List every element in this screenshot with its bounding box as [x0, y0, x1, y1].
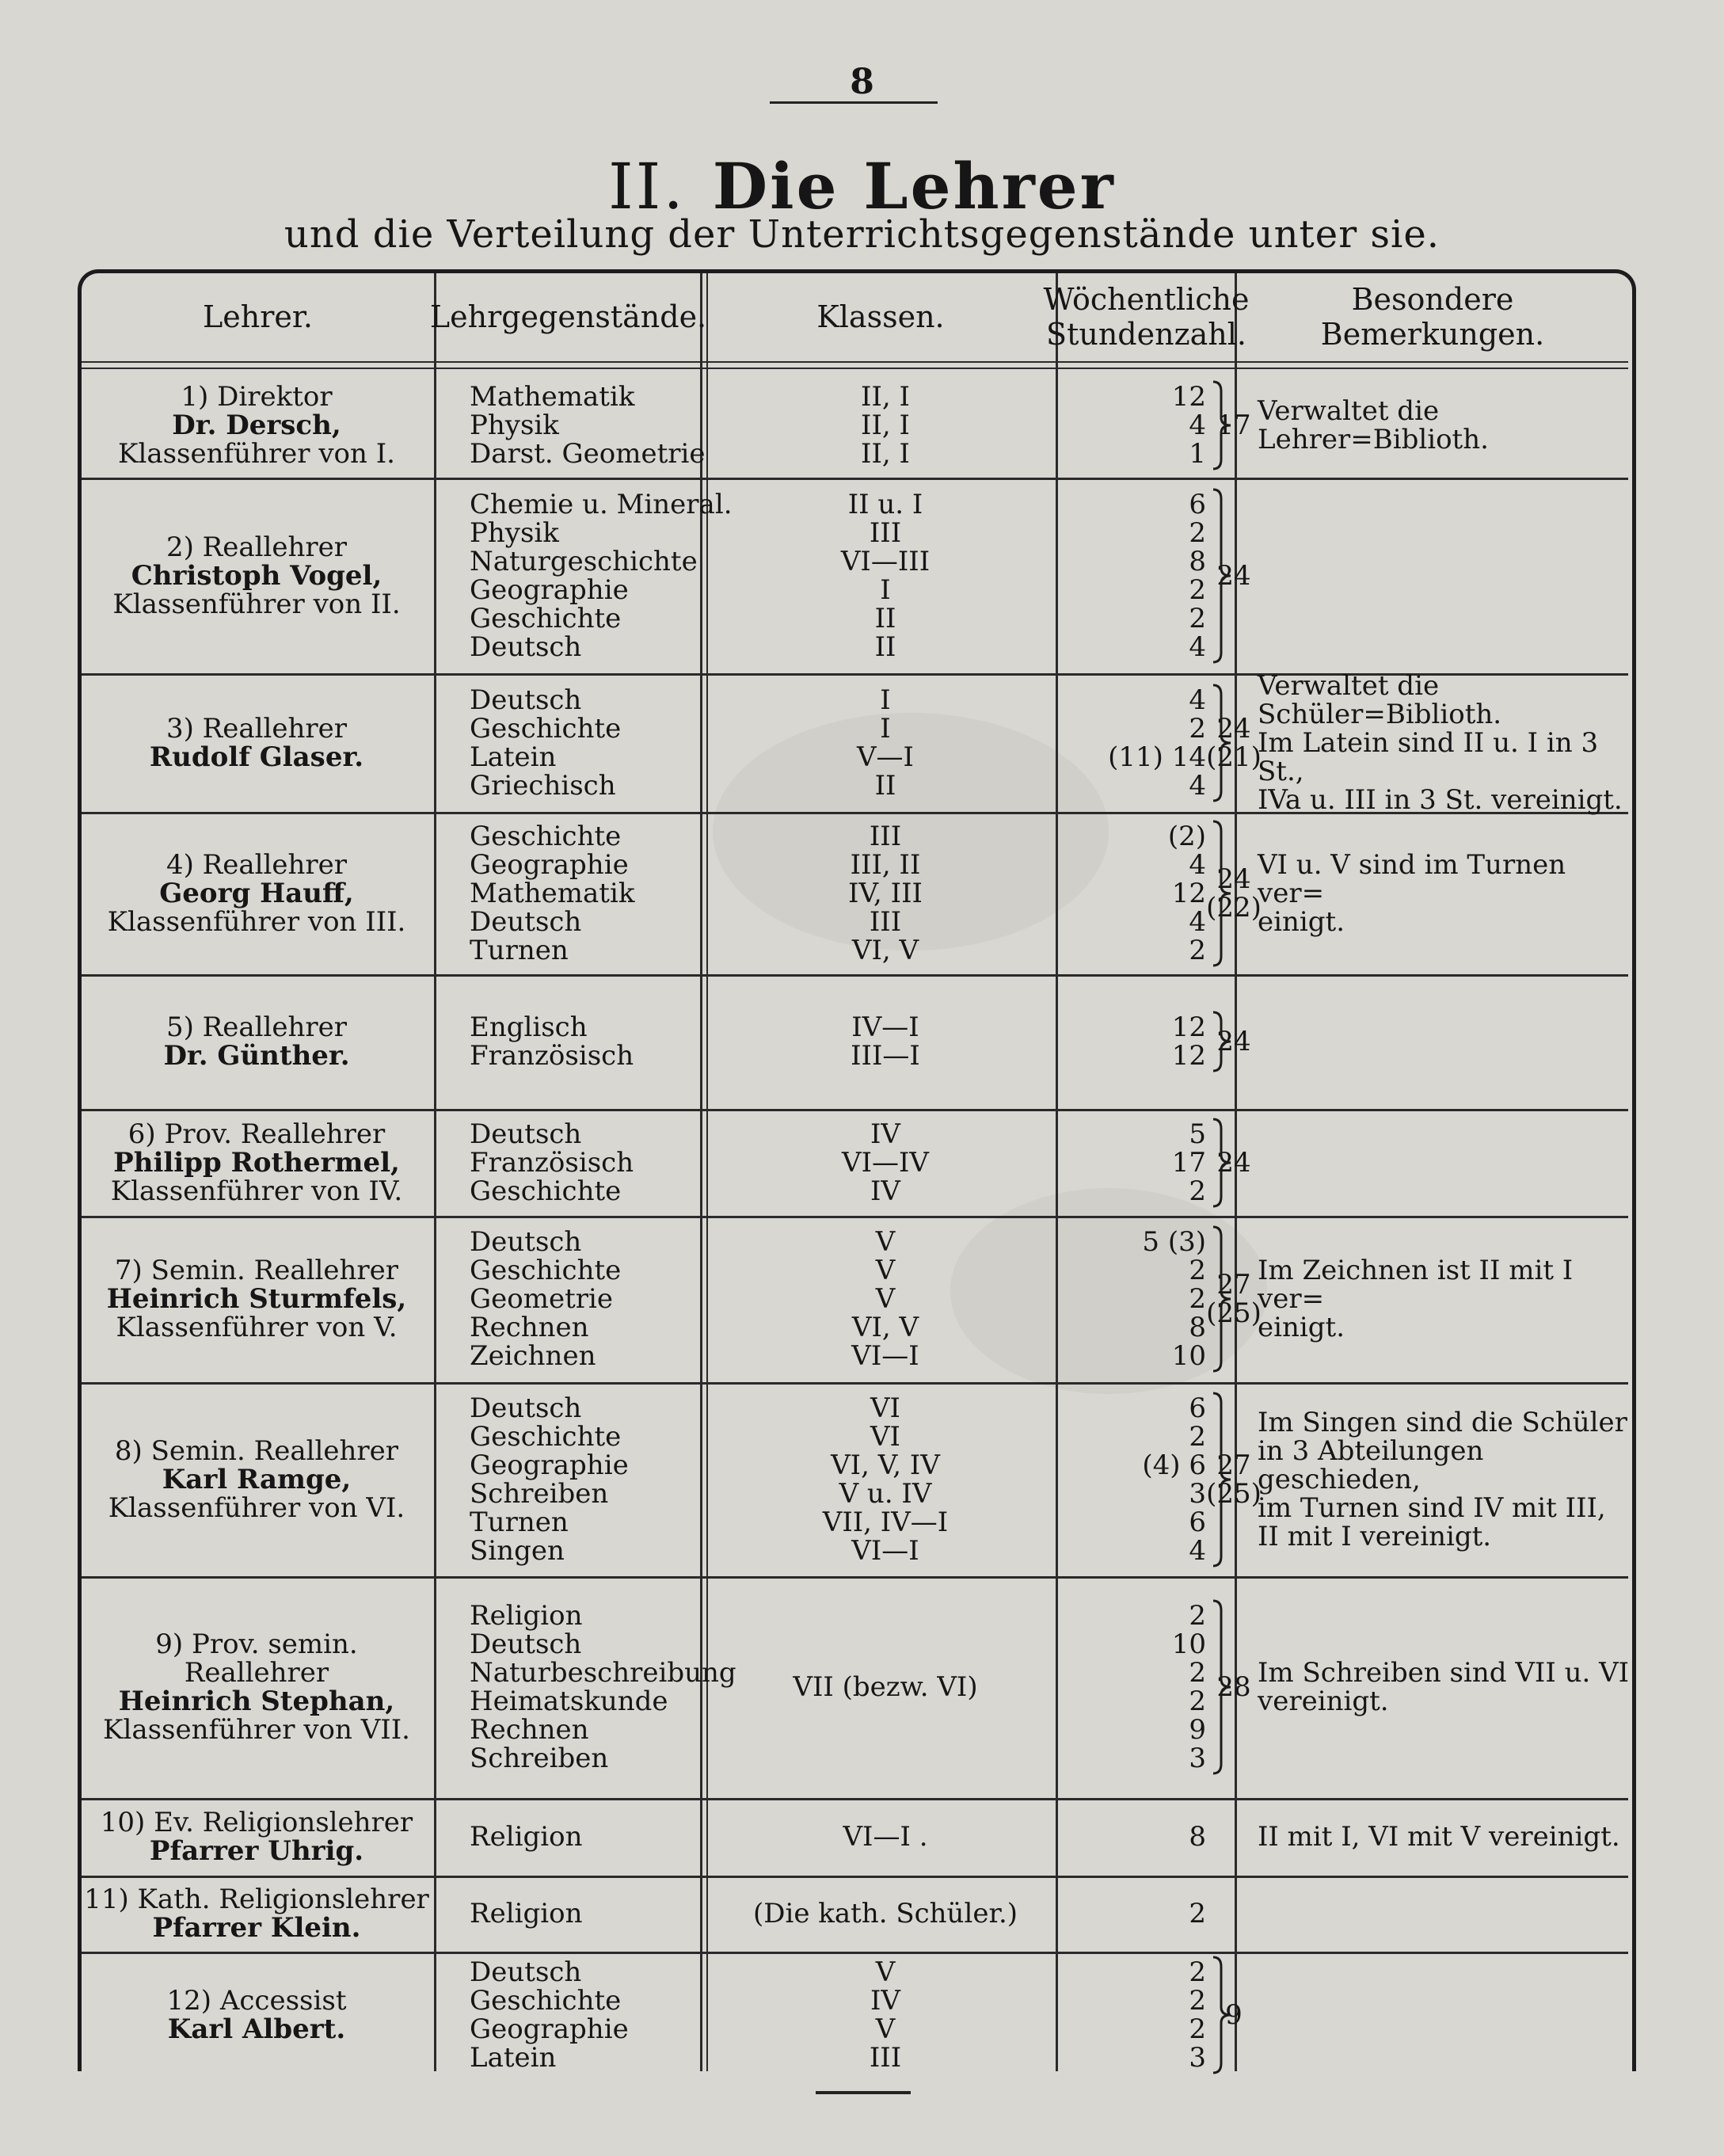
subjects-cell-line: Naturgeschichte — [470, 545, 698, 577]
hours-cell-line: 2 — [1189, 934, 1206, 966]
subjects-cell-line: Geographie — [470, 848, 629, 881]
subjects-cell-line: Physik — [470, 516, 559, 549]
subjects-cell-line: Turnen — [470, 934, 569, 966]
subjects-cell-line: Religion — [470, 1898, 583, 1929]
header-rule — [82, 361, 1628, 363]
table-row — [82, 1382, 1628, 1579]
subjects-cell-line: Zeichnen — [470, 1340, 596, 1372]
classes-cell-line: V — [875, 1255, 896, 1286]
classes-cell-line: V — [875, 1283, 896, 1315]
teacher-cell-line: 11) Kath. Religionslehrer — [84, 1884, 429, 1915]
subjects-cell-line: Deutsch — [470, 1392, 582, 1424]
teacher-cell — [82, 812, 432, 974]
hours-cell-line: 8 — [1189, 1821, 1206, 1853]
hours-cell-line: 2 — [1189, 516, 1206, 549]
classes-cell-line: VI — [870, 1392, 900, 1424]
classes-cell-line: III — [869, 2042, 902, 2074]
hours-cell-line: 6 — [1189, 1392, 1206, 1424]
subjects-cell-line: Deutsch — [470, 1226, 582, 1258]
hours-cell-line: 9 — [1189, 1714, 1206, 1746]
notes-cell-line: Im Singen sind die Schüler — [1258, 1406, 1627, 1438]
notes-cell — [1242, 812, 1634, 974]
classes-cell — [707, 1952, 1064, 2078]
hours-cell-line: 4 — [1189, 905, 1206, 938]
hours-cell-line: 2 — [1189, 1686, 1206, 1717]
classes-cell-line: IV — [870, 1175, 900, 1207]
header-classes: Klassen. — [816, 299, 945, 334]
header-notes: Besondere Bemerkungen. — [1320, 282, 1545, 352]
subjects-cell-line: Französisch — [470, 1146, 634, 1179]
header-hours-line2: Stundenzahl. — [1046, 317, 1246, 352]
notes-cell-line: Im Latein sind II u. I in 3 St., — [1258, 726, 1599, 787]
subjects-cell-line: Rechnen — [470, 1714, 589, 1746]
teacher-cell-line: Klassenführer von VI. — [108, 1491, 405, 1524]
hours-cell-line: 6 — [1189, 1506, 1206, 1538]
teacher-cell-line: Heinrich Stephan, — [118, 1686, 395, 1717]
table-row — [82, 1952, 1628, 2078]
subjects-cell-line: Englisch — [470, 1011, 588, 1043]
classes-cell — [707, 1216, 1064, 1382]
hours-cell-line: 2 — [1189, 1956, 1206, 1988]
subjects-cell-line: Darst. Geometrie — [470, 437, 706, 470]
subjects-cell-line: Rechnen — [470, 1312, 589, 1343]
hours-cell-line: 3 — [1189, 1477, 1206, 1510]
notes-cell — [1242, 1382, 1634, 1576]
notes-cell-line: im Turnen sind IV mit III, — [1258, 1491, 1606, 1524]
teacher-cell-line: 5) Reallehrer — [166, 1011, 348, 1043]
teacher-cell-line: Rudolf Glaser. — [149, 741, 364, 773]
notes-cell — [1242, 1576, 1634, 1798]
notes-cell-line: IVa u. III in 3 St. vereinigt. — [1258, 783, 1623, 816]
subjects-cell-line: Latein — [470, 741, 557, 773]
table-row — [82, 1216, 1628, 1385]
classes-cell-line: VI—I — [851, 1534, 919, 1567]
teacher-cell-line: Pfarrer Uhrig. — [149, 1835, 364, 1867]
classes-cell — [707, 673, 1064, 812]
classes-cell — [707, 1382, 1064, 1576]
classes-cell-line: II — [874, 769, 896, 802]
teacher-cell-line: 7) Semin. Reallehrer — [114, 1255, 399, 1286]
teacher-cell — [82, 1876, 432, 1952]
hours-cell-line: 2 — [1189, 1420, 1206, 1453]
notes-cell-line: II mit I, VI mit V vereinigt. — [1258, 1821, 1620, 1853]
page-number: 8 — [850, 62, 874, 102]
classes-cell — [707, 1876, 1064, 1952]
total-hours-cell-line: (25) — [1206, 1477, 1262, 1510]
hours-cell-line: 17 — [1171, 1146, 1206, 1179]
hours-cell-line: (2) — [1167, 820, 1206, 852]
classes-cell-line: VI, V — [851, 1312, 919, 1343]
hours-cell-line: 6 — [1189, 488, 1206, 520]
header-teacher: Lehrer. — [203, 299, 313, 334]
teacher-cell — [82, 372, 432, 478]
subjects-cell-line: Naturbeschreibung — [470, 1657, 736, 1689]
classes-cell-line: IV — [870, 1985, 900, 2017]
total-hours-cell-line: 24 — [1216, 1026, 1251, 1057]
subjects-cell-line: Latein — [470, 2042, 557, 2074]
section-title-text: Die Lehrer — [712, 149, 1116, 223]
table-row — [82, 812, 1628, 977]
classes-cell-line: VI—I — [851, 1340, 919, 1372]
page-bottom-mark — [816, 2091, 911, 2094]
teacher-cell-line: 8) Semin. Reallehrer — [114, 1434, 399, 1467]
subjects-cell-line: Religion — [470, 1600, 583, 1632]
total-hours-cell-line: 17 — [1216, 409, 1251, 441]
classes-cell-line: VI, V, IV — [831, 1449, 940, 1481]
classes-cell-line: V u. IV — [839, 1477, 932, 1510]
total-hours-cell-line: 9 — [1225, 1999, 1243, 2031]
subjects-cell-line: Deutsch — [470, 1628, 582, 1660]
subjects-cell-line: Griechisch — [470, 769, 616, 802]
classes-cell-line: III — [869, 820, 902, 852]
total-hours-cell-line: 24 — [1216, 863, 1251, 895]
teacher-cell-line: 2) Reallehrer — [166, 531, 348, 563]
teacher-cell-line: Christoph Vogel, — [131, 559, 382, 592]
subjects-cell-line: Deutsch — [470, 905, 582, 938]
subjects-cell-line: Singen — [470, 1534, 565, 1567]
teacher-cell-line: 10) Ev. Religionslehrer — [100, 1807, 413, 1838]
teacher-cell — [82, 974, 432, 1109]
total-hours-cell-line: 24 — [1216, 559, 1251, 592]
teacher-cell-line: 4) Reallehrer — [166, 848, 348, 881]
subjects-cell-line: Geographie — [470, 2013, 629, 2045]
subjects-cell-line: Deutsch — [470, 630, 582, 663]
hours-cell-line: (4) 6 — [1142, 1449, 1206, 1481]
notes-cell — [1242, 974, 1634, 1109]
teacher-cell — [82, 1109, 432, 1216]
teacher-cell-line: Karl Ramge, — [162, 1463, 352, 1495]
classes-cell-line: VI, V — [851, 934, 919, 966]
teacher-cell-line: Klassenführer von VII. — [103, 1714, 410, 1746]
classes-cell-line: (Die kath. Schüler.) — [752, 1898, 1018, 1929]
teacher-cell-line: Klassenführer von IV. — [110, 1175, 403, 1207]
hours-cell-line: 2 — [1189, 1898, 1206, 1929]
notes-cell-line: einigt. — [1258, 905, 1345, 938]
notes-cell — [1242, 1109, 1634, 1216]
teacher-cell-line: Klassenführer von V. — [116, 1312, 398, 1343]
classes-cell — [707, 1576, 1064, 1798]
teacher-cell — [82, 1216, 432, 1382]
hours-brace — [1210, 1225, 1234, 1373]
hours-cell-line: 8 — [1189, 1312, 1206, 1343]
classes-cell — [707, 812, 1064, 974]
subjects-cell-line: Geometrie — [470, 1283, 614, 1315]
classes-cell-line: II u. I — [847, 488, 923, 520]
total-hours-cell-line: (25) — [1206, 1297, 1262, 1329]
subjects-cell-line: Geographie — [470, 1449, 629, 1481]
section-subtitle: und die Verteilung der Unterrichtsgegenstände unter sie. — [284, 212, 1440, 257]
classes-cell-line: I — [880, 684, 891, 716]
subjects-cell-line: Geschichte — [470, 602, 622, 634]
table-row — [82, 478, 1628, 676]
teacher-cell-line: Pfarrer Klein. — [152, 1912, 361, 1944]
subjects-cell-line: Geschichte — [470, 1420, 622, 1453]
teacher-cell-line: Georg Hauff, — [159, 877, 354, 909]
teacher-cell-line: 12) Accessist — [166, 1985, 347, 2017]
teacher-cell-line: Heinrich Sturmfels, — [106, 1283, 407, 1315]
notes-cell — [1242, 1876, 1634, 1952]
subjects-cell-line: Schreiben — [470, 1743, 609, 1774]
classes-cell-line: VI—I . — [843, 1821, 928, 1853]
notes-cell-line: Verwaltet die Lehrer=Biblioth. — [1258, 394, 1489, 455]
notes-cell — [1242, 1216, 1634, 1382]
classes-cell-line: IV—I — [851, 1011, 919, 1043]
classes-cell-line: V — [875, 1226, 896, 1258]
hours-brace — [1210, 1392, 1234, 1567]
subjects-cell-line: Geographie — [470, 573, 629, 606]
hours-cell-line: 12 — [1171, 877, 1206, 909]
notes-cell — [1242, 1798, 1634, 1876]
notes-cell-line: vereinigt. — [1258, 1686, 1389, 1717]
hours-cell-line: 2 — [1189, 1985, 1206, 2017]
notes-cell — [1242, 1952, 1634, 2078]
teacher-cell — [82, 1952, 432, 2078]
hours-cell-line: 4 — [1189, 630, 1206, 663]
hours-cell-line: 2 — [1189, 712, 1206, 745]
subjects-cell-line: Mathematik — [470, 380, 635, 413]
hours-brace — [1210, 1599, 1234, 1775]
teacher-cell-line: Klassenführer von I. — [118, 437, 395, 470]
classes-cell-line: V — [875, 1956, 896, 1988]
classes-cell-line: II, I — [861, 437, 910, 470]
subjects-cell-line: Geschichte — [470, 1175, 622, 1207]
hours-cell-line: 10 — [1171, 1628, 1206, 1660]
hours-cell-line: 2 — [1189, 2013, 1206, 2045]
hours-brace — [1210, 1118, 1234, 1208]
classes-cell-line: II — [874, 602, 896, 634]
hours-cell-line: (11) 14 — [1108, 741, 1206, 773]
teacher-cell-line: Klassenführer von III. — [107, 905, 406, 938]
classes-cell-line: V—I — [857, 741, 914, 773]
hours-cell-line: 3 — [1189, 1743, 1206, 1774]
teacher-cell-line: Philipp Rothermel, — [113, 1146, 400, 1179]
classes-cell — [707, 974, 1064, 1109]
page-number-rule — [770, 101, 938, 104]
notes-cell-line: Im Zeichnen ist II mit I ver= — [1258, 1255, 1574, 1315]
notes-cell — [1242, 478, 1634, 673]
table-row — [82, 1109, 1628, 1218]
hours-cell-line: 12 — [1171, 1040, 1206, 1072]
table-row — [82, 669, 1628, 816]
hours-cell-line: 3 — [1189, 2042, 1206, 2074]
hours-cell — [1056, 1798, 1206, 1876]
subjects-cell-line: Geschichte — [470, 1985, 622, 2017]
classes-cell-line: VI—IV — [842, 1146, 929, 1179]
total-hours-cell-line: 27 — [1216, 1449, 1251, 1481]
hours-cell-line: 4 — [1189, 409, 1206, 441]
subjects-cell-line: Chemie u. Mineral. — [470, 488, 733, 520]
teacher-cell-line: Dr. Dersch, — [172, 409, 341, 441]
teacher-cell — [82, 673, 432, 812]
subjects-cell-line: Turnen — [470, 1506, 569, 1538]
classes-cell-line: III, II — [850, 848, 921, 881]
classes-cell-line: VI — [870, 1420, 900, 1453]
subjects-cell-line: Deutsch — [470, 684, 582, 716]
header-hours-line1: Wöchentliche — [1043, 282, 1250, 317]
hours-cell-line: 12 — [1171, 1011, 1206, 1043]
hours-cell-line: 2 — [1189, 1283, 1206, 1315]
subjects-cell-line: Geschichte — [470, 712, 622, 745]
section-roman-numeral: II. — [608, 150, 686, 223]
hours-cell-line: 4 — [1189, 848, 1206, 881]
table-row — [82, 372, 1628, 480]
header-subjects: Lehrgegenstände. — [429, 299, 707, 334]
teacher-cell — [82, 1576, 432, 1798]
subjects-cell-line: Mathematik — [470, 877, 635, 909]
header-rule — [82, 368, 1628, 369]
total-hours-cell-line: 24 — [1216, 1146, 1251, 1179]
total-hours-cell-line: 24 — [1216, 712, 1251, 745]
subjects-cell-line: Deutsch — [470, 1118, 582, 1150]
notes-cell-line: VI u. V sind im Turnen ver= — [1258, 848, 1566, 909]
total-hours-cell-line: 28 — [1216, 1671, 1251, 1703]
hours-cell-line: 4 — [1189, 1534, 1206, 1567]
table-row — [82, 1798, 1628, 1878]
total-hours-cell-line: (22) — [1206, 891, 1262, 924]
teacher-cell-line: 3) Reallehrer — [166, 712, 348, 745]
hours-brace — [1210, 1011, 1234, 1072]
notes-cell — [1242, 669, 1634, 816]
hours-cell — [1056, 1876, 1206, 1952]
hours-cell-line: 2 — [1189, 1600, 1206, 1632]
subjects-cell-line: Geschichte — [470, 1255, 622, 1286]
classes-cell-line: VI—III — [840, 545, 931, 577]
hours-cell-line: 4 — [1189, 684, 1206, 716]
teacher-cell-line: Klassenführer von II. — [112, 588, 401, 620]
subjects-cell-line: Heimatskunde — [470, 1686, 668, 1717]
classes-cell-line: III — [869, 516, 902, 549]
hours-cell-line: 5 (3) — [1142, 1226, 1206, 1258]
teacher-cell — [82, 1382, 432, 1576]
classes-cell-line: I — [880, 573, 891, 606]
subjects-cell-line: Deutsch — [470, 1956, 582, 1988]
subjects-cell-line: Religion — [470, 1821, 583, 1853]
classes-cell-line: III—I — [851, 1040, 920, 1072]
table-row — [82, 974, 1628, 1111]
classes-cell-line: II, I — [861, 380, 910, 413]
total-hours-cell-line: 27 — [1216, 1269, 1251, 1301]
hours-cell-line: 2 — [1189, 1255, 1206, 1286]
teacher-cell-line: Dr. Günther. — [163, 1040, 350, 1072]
classes-cell-line: V — [875, 2013, 896, 2045]
hours-cell-line: 10 — [1171, 1340, 1206, 1372]
hours-cell-line: 4 — [1189, 769, 1206, 802]
classes-cell-line: VII, IV—I — [822, 1506, 949, 1538]
teacher-cell — [82, 478, 432, 673]
teacher-cell-line: Karl Albert. — [167, 2013, 346, 2045]
notes-cell-line: II mit I vereinigt. — [1258, 1520, 1492, 1552]
classes-cell-line: II — [874, 630, 896, 663]
hours-cell-line: 2 — [1189, 573, 1206, 606]
classes-cell-line: I — [880, 712, 891, 745]
hours-brace — [1210, 1956, 1234, 2074]
classes-cell-line: IV — [870, 1118, 900, 1150]
notes-cell-line: Verwaltet die Schüler=Biblioth. — [1258, 669, 1502, 730]
header-hours — [1043, 273, 1250, 360]
hours-cell-line: 1 — [1189, 437, 1206, 470]
hours-cell-line: 2 — [1189, 602, 1206, 634]
table-row — [82, 1576, 1628, 1800]
hours-cell-line: 2 — [1189, 1175, 1206, 1207]
hours-brace — [1210, 488, 1234, 664]
teacher-cell-line: 9) Prov. semin. Reallehrer — [155, 1628, 358, 1689]
subjects-cell-line: Schreiben — [470, 1477, 609, 1510]
notes-cell-line: Im Schreiben sind VII u. VI — [1258, 1657, 1630, 1689]
teacher-cell — [82, 1798, 432, 1876]
hours-cell-line: 8 — [1189, 545, 1206, 577]
total-hours-cell-line: (21) — [1206, 741, 1262, 773]
teacher-cell-line: 6) Prov. Reallehrer — [127, 1118, 386, 1150]
classes-cell-line: VII (bezw. VI) — [793, 1671, 978, 1703]
classes-cell — [707, 1798, 1064, 1876]
classes-cell-line: III — [869, 905, 902, 938]
hours-brace — [1210, 684, 1234, 802]
subjects-cell-line: Physik — [470, 409, 559, 441]
classes-cell — [707, 478, 1064, 673]
classes-cell-line: II, I — [861, 409, 910, 441]
notes-cell-line: in 3 Abteilungen geschieden, — [1258, 1434, 1484, 1495]
hours-cell-line: 2 — [1189, 1657, 1206, 1689]
hours-brace — [1210, 380, 1234, 470]
subjects-cell-line: Französisch — [470, 1040, 634, 1072]
notes-cell — [1242, 372, 1634, 478]
hours-cell-line: 12 — [1171, 380, 1206, 413]
notes-cell-line: einigt. — [1258, 1312, 1345, 1343]
hours-brace — [1210, 820, 1234, 967]
hours-cell-line: 5 — [1189, 1118, 1206, 1150]
classes-cell — [707, 372, 1064, 478]
classes-cell-line: IV, III — [848, 877, 923, 909]
classes-cell — [707, 1109, 1064, 1216]
table-row — [82, 1876, 1628, 1954]
subjects-cell-line: Geschichte — [470, 820, 622, 852]
teacher-cell-line: 1) Direktor — [181, 380, 333, 413]
